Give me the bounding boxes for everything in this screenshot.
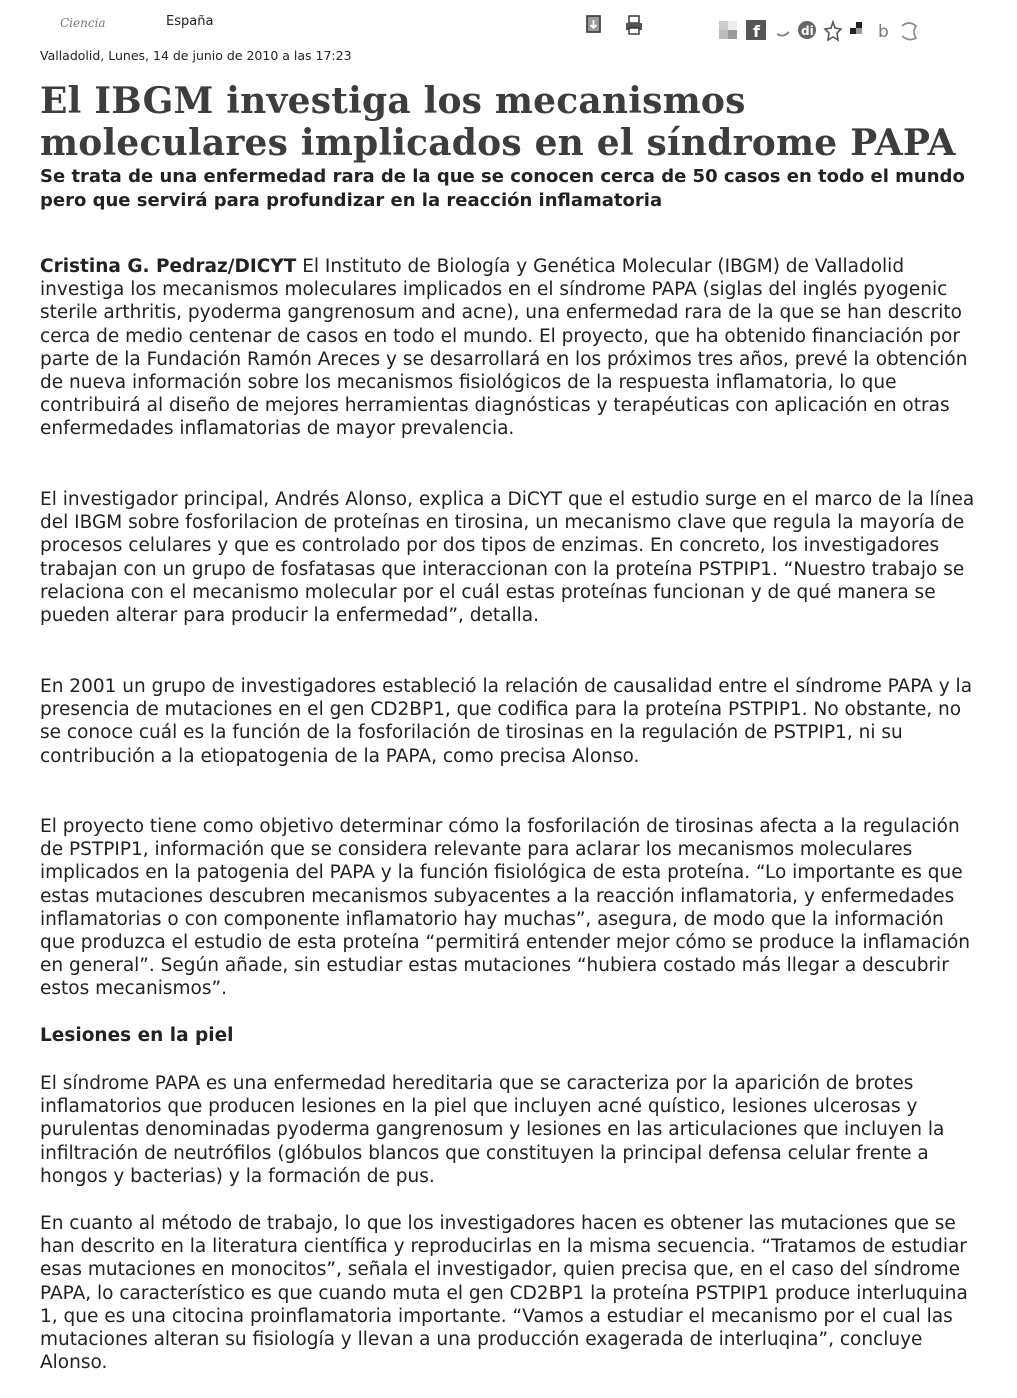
- wikio-icon[interactable]: [898, 20, 920, 42]
- blogger-icon[interactable]: [874, 20, 894, 42]
- svg-text:f: f: [753, 22, 760, 40]
- section-heading: Lesiones en la piel: [40, 1025, 234, 1046]
- paragraph-text: El Instituto de Biología y Genética Molecular (IBGM) de Valladolid investiga los mecanismos moleculares implicados en el síndrome PAPA (siglas del inglés pyogenic sterile arthritis, pyoderma gangrenosum and acne), una enfermedad rara de la que se han descrito cerca de medio centenar de casos en todo el mundo. El proyecto, que ha obtenido financiación por parte de la Fundación Ramón Areces y se desarrollará en los próximos tres años, prevé la obtención de nueva información sobre los mecanismos fisiológicos de la respuesta inflamatoria, lo que contribuirá al diseño de mejores herramientas diagnósticas y terapéuticas con aplicación en otras enfermedades inflamatorias de mayor prevalencia.: [40, 256, 968, 440]
- article-paragraph: El investigador principal, Andrés Alonso, explica a DiCYT que el estudio surge en el marco de la línea del IBGM sobre fosforilacion de proteínas en tirosina, un mecanismo clave que regula la mayoría de procesos celulares y que es controlado por dos tipos de enzimas. En concreto, los investigadores trabajan con un grupo de fosfatasas que interaccionan con la proteína PSTPIP1. “Nuestro trabajo se relaciona con el mecanismo molecular por el cuál estas proteínas funcionan y de qué manera se pueden alterar para producir la enfermedad”, detalla.: [40, 489, 975, 627]
- section-tag[interactable]: Ciencia: [60, 16, 106, 30]
- delicious-icon[interactable]: [718, 20, 738, 42]
- print-icon[interactable]: [624, 14, 644, 36]
- article-title: El IBGM investiga los mecanismos moleculares implicados en el síndrome PAPA: [40, 80, 956, 164]
- meneame-icon[interactable]: [774, 20, 792, 42]
- svg-text:b: b: [878, 22, 889, 40]
- article-paragraph: En 2001 un grupo de investigadores estableció la relación de causalidad entre el síndrome PAPA y la presencia de mutaciones en el gen CD2BP1, que codifica para la proteína PSTPIP1. No obstante, no se conoce cuál es la función de la fosforilación de tirosinas en la regulación de PSTPIP1, ni su contribución a la etiopatogenia de la PAPA, como precisa Alonso.: [40, 676, 973, 767]
- article-paragraph: El síndrome PAPA es una enfermedad hereditaria que se caracteriza por la aparición de brotes inflamatorios que producen lesiones en la piel que incluyen acné quístico, lesiones ulcerosas y purulentas denominadas pyoderma gangrenosum y lesiones en las articulaciones que incluyen la infiltración de neutrófilos (glóbulos blancos que constituyen la principal defensa celular frente a hongos y bacterias) y la formación de pus.: [40, 1073, 945, 1187]
- article-subtitle: Se trata de una enfermedad rara de la que se conocen cerca de 50 casos en todo el mundo pero que servirá para profundizar en la reacción inflamatoria: [40, 166, 965, 211]
- svg-text:di: di: [801, 24, 814, 38]
- article-dateline: Valladolid, Lunes, 14 de junio de 2010 a las 17:23: [40, 48, 352, 63]
- top-bar: [40, 14, 980, 38]
- download-icon[interactable]: [584, 14, 604, 36]
- article-byline: Cristina G. Pedraz/DICYT: [40, 256, 297, 277]
- technorati-icon[interactable]: [822, 20, 844, 42]
- article-paragraph: En cuanto al método de trabajo, lo que los investigadores hacen es obtener las mutaciones que se han descrito en la literatura científica y reproducirlas en la misma secuencia. “Tratamos de estudiar esas mutaciones en monocitos”, señala el investigador, quien precisa que, en el caso del síndrome PAPA, lo característico es que cuando muta el gen CD2BP1 la proteína PSTPIP1 produce interluquina 1, que es una citocina proinflamatoria importante. “Vamos a estudiar el mecanismo por el cual las mutaciones alteran su fisiología y llevan a una producción exagerada de interluqina”, concluye Alonso.: [40, 1213, 968, 1374]
- article-paragraph: [40, 255, 975, 441]
- article-paragraph: El proyecto tiene como objetivo determinar cómo la fosforilación de tirosinas afecta a la regulación de PSTPIP1, información que se considera relevante para aclarar los mecanismos moleculares implicados en la patogenia del PAPA y la función fisiológica de esta proteína. “Lo importante es que estas mutaciones descubren mecanismos subyacentes a la reacción inflamatoria, y enfermedades inflamatorias o con componente inflamatorio hay muchas”, asegura, de modo que la información que produzca el estudio de esta proteína “permitirá entender mejor cómo se produce la inflamación en general”. Según añade, sin estudiar estas mutaciones “hubiera costado más llegar a descubrir estos mecanismos”.: [40, 816, 971, 1000]
- region-tag[interactable]: España: [166, 14, 214, 29]
- del-icio-icon[interactable]: [848, 20, 868, 42]
- facebook-icon[interactable]: [746, 20, 766, 42]
- digg-icon[interactable]: [796, 20, 818, 42]
